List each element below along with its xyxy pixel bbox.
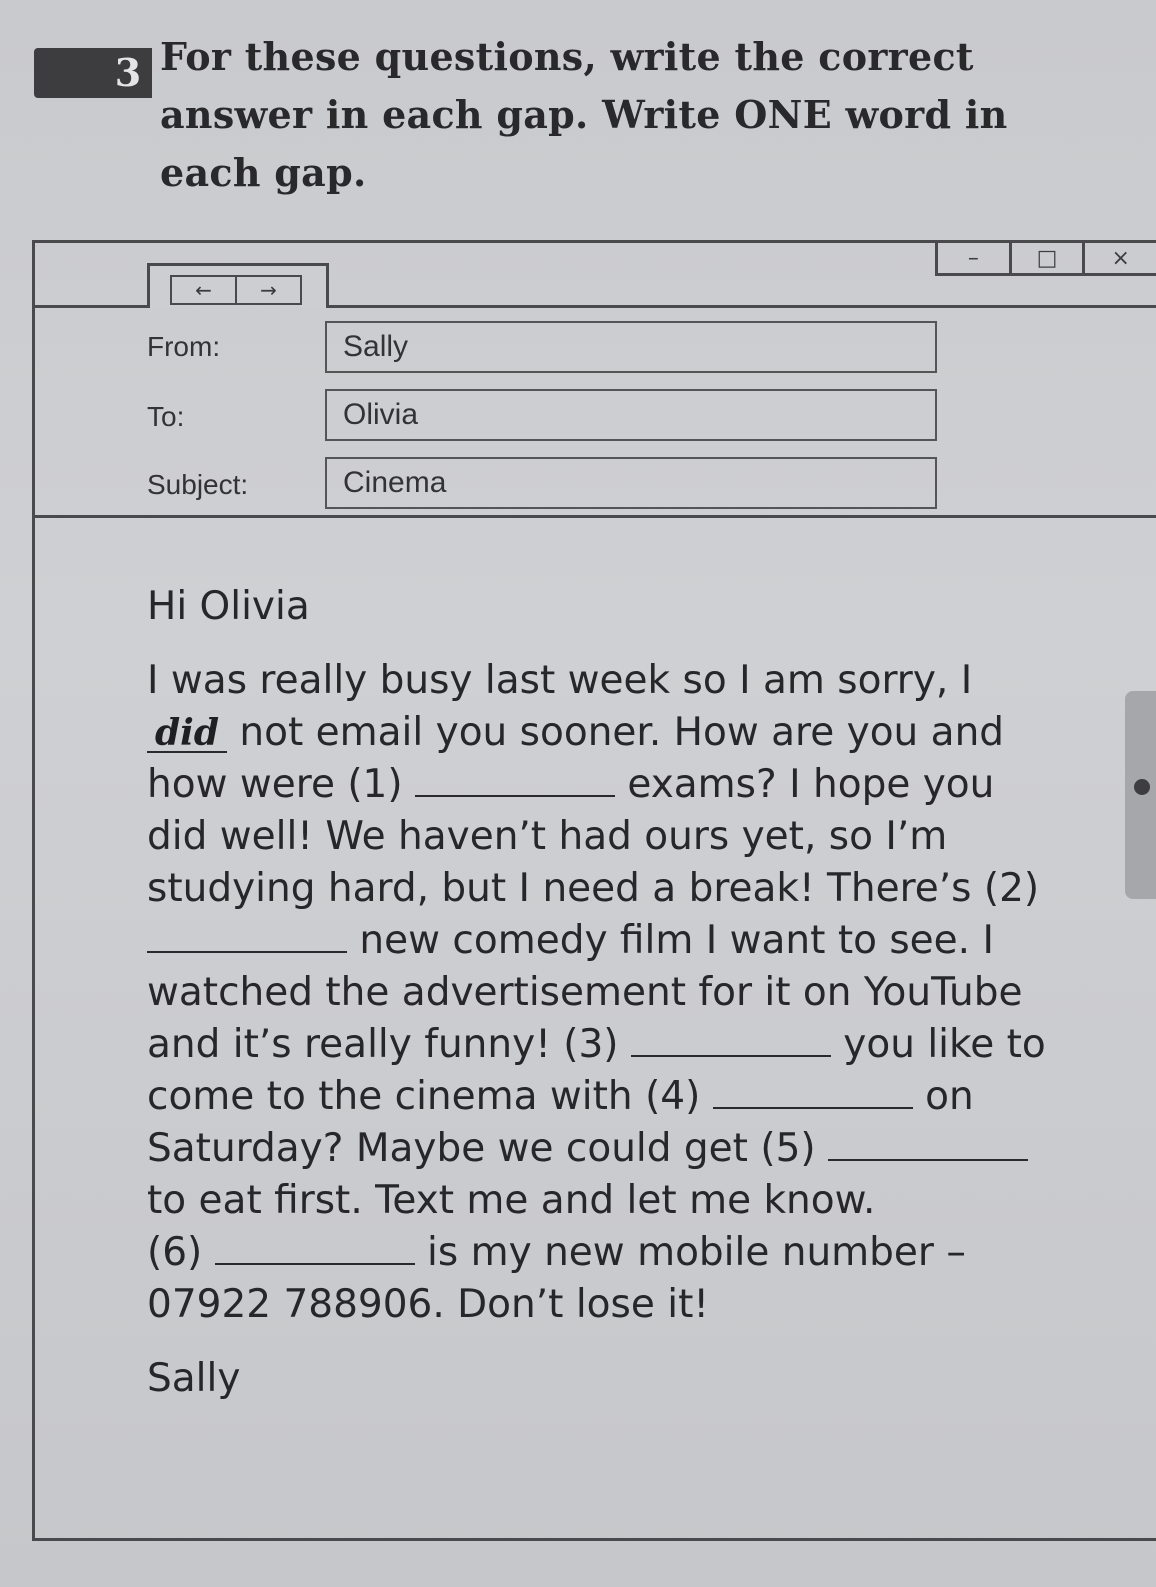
question-number-1: (1)	[347, 762, 403, 807]
greeting: Hi Olivia	[147, 584, 310, 629]
scroll-thumb[interactable]	[1134, 779, 1150, 795]
minimize-icon[interactable]: –	[967, 245, 979, 271]
text-run: not email you sooner. How are you and how were	[147, 710, 1005, 807]
scrollbar[interactable]	[1125, 691, 1156, 899]
text-run: I was really busy last week so I am sorry, I	[147, 658, 973, 703]
text-run: to eat first. Text me and let me know.	[147, 1178, 876, 1223]
question-number-2: (2)	[983, 866, 1040, 911]
header-divider	[35, 515, 1156, 518]
text-run: on Saturday? Maybe we could get	[147, 1074, 974, 1171]
signature: Sally	[147, 1356, 241, 1401]
answer-gap-4[interactable]	[713, 1077, 913, 1109]
text-run: is my new mobile number – 07922 788906. Don’t lose it!	[147, 1230, 966, 1327]
example-answer: did	[147, 715, 227, 753]
question-number-3: (3)	[563, 1022, 619, 1067]
window-controls	[935, 243, 1156, 276]
email-window	[32, 240, 1156, 1541]
maximize-icon[interactable]: □	[1009, 243, 1083, 273]
answer-gap-1[interactable]	[415, 765, 615, 797]
task-number-badge	[34, 48, 152, 98]
answer-gap-3[interactable]	[631, 1025, 831, 1057]
answer-gap-5[interactable]	[828, 1129, 1028, 1161]
subject-label: Subject:	[147, 469, 249, 500]
text-run: you like to come to the cinema with	[147, 1022, 1046, 1119]
task-number: 3	[114, 50, 142, 95]
forward-arrow-icon[interactable]: →	[235, 277, 300, 303]
from-field[interactable]: Sally	[325, 321, 937, 373]
close-icon[interactable]: ×	[1082, 243, 1156, 273]
from-label: From:	[147, 331, 221, 362]
text-run: new comedy film I want to see. I watched the advertisement for it on YouTube and it’s really funny!	[147, 918, 1023, 1067]
back-arrow-icon[interactable]: ←	[195, 278, 212, 302]
nav-buttons	[170, 275, 302, 305]
paragraph-main	[147, 655, 1047, 1331]
question-number-4: (4)	[645, 1074, 701, 1119]
nav-tab	[147, 263, 329, 308]
task-instructions: For these questions, write the correct answer in each gap. Write ONE word in each gap.	[160, 34, 1008, 195]
question-number-5: (5)	[760, 1126, 816, 1171]
to-label: To:	[147, 401, 185, 432]
answer-gap-2[interactable]	[147, 921, 347, 953]
text-run: exams? I hope you did well! We haven’t had ours yet, so I’m studying hard, but I need a break! There’s	[147, 762, 995, 911]
answer-gap-6[interactable]	[215, 1233, 415, 1265]
to-field[interactable]: Olivia	[325, 389, 937, 441]
question-number-6: (6)	[147, 1230, 203, 1275]
email-body	[147, 581, 1047, 1427]
subject-field[interactable]: Cinema	[325, 457, 937, 509]
